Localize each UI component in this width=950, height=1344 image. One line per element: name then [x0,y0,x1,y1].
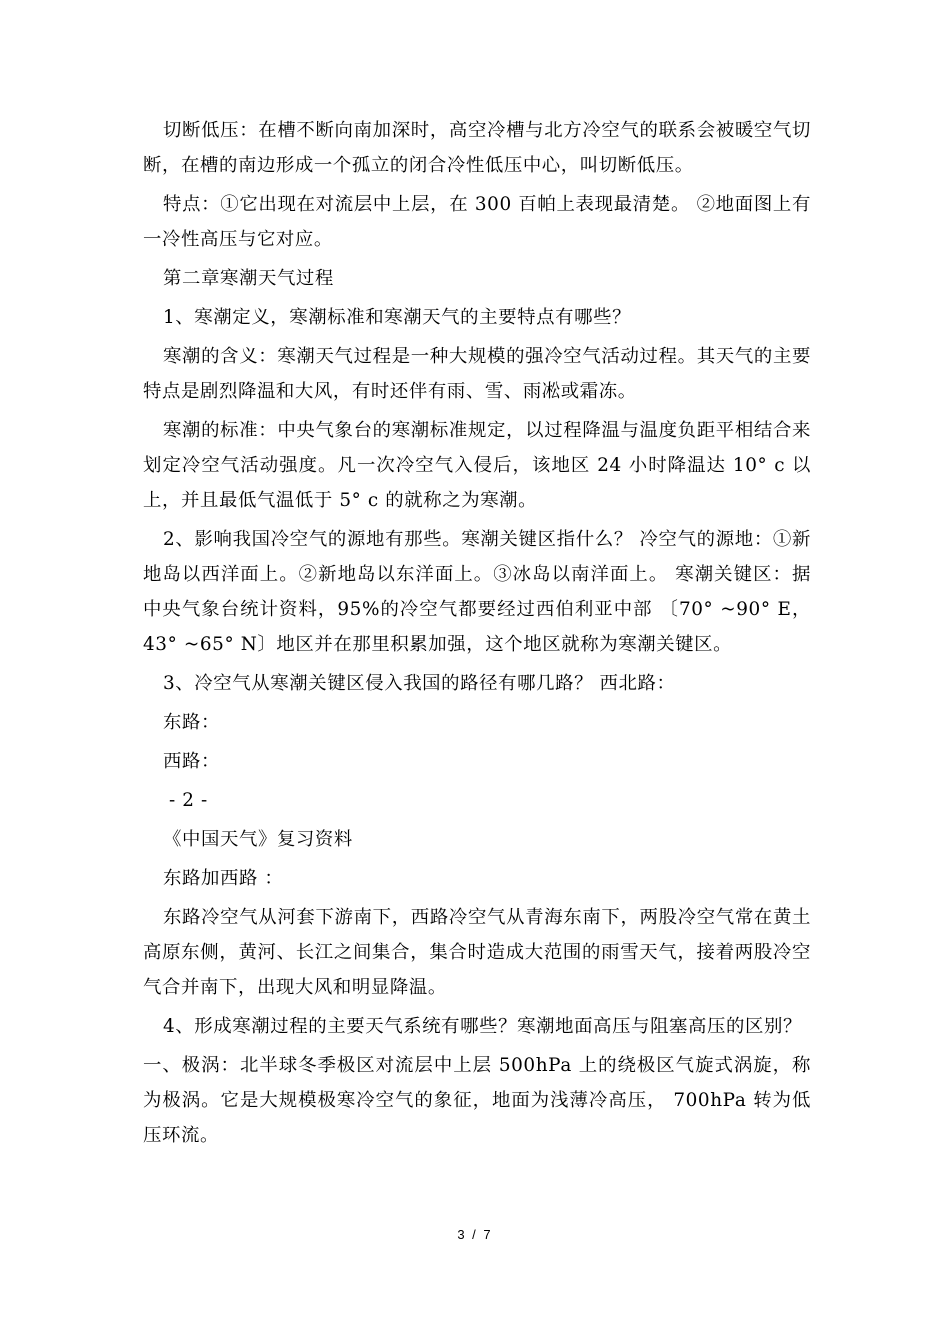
inline-page-marker: - 2 - [169,790,208,811]
paragraph-cutoff-low-definition: 切断低压：在槽不断向南加深时，高空冷槽与北方冷空气的联系会被暖空气切断，在槽的南边形成一个孤立的闭合冷性低压中心，叫切断低压。 [143,120,811,176]
paragraph-east-route: 东路： [163,712,220,733]
paragraph-east-west-route-description: 东路冷空气从河套下游南下，西路冷空气从青海东南下，两股冷空气常在黄土高原东侧，黄河、长江之间集合，集合时造成大范围的雨雪天气，接着两股冷空气合并南下，出现大风和明显降温。 [143,907,811,998]
chapter-heading: 第二章寒潮天气过程 [163,268,334,289]
question-3: 3、冷空气从寒潮关键区侵入我国的路径有哪几路？ 西北路： [163,673,676,694]
document-body [143,113,811,1157]
page-indicator: 3 / 7 [457,1227,493,1242]
question-4: 4、形成寒潮过程的主要天气系统有哪些？寒潮地面高压与阻塞高压的区别？ [163,1016,802,1037]
question-2: 2、影响我国冷空气的源地有那些。寒潮关键区指什么？ 冷空气的源地：①新地岛以西洋面上。②新地岛以东洋面上。③冰岛以南洋面上。 寒潮关键区：据中央气象台统计资料，95%的冷空气都要经过西伯利亚中部 〔70° ~90° E，43° ~65° N〕地区并在那里积累加强，这个地区就称为寒潮关键区。 [143,529,811,655]
question-1: 1、寒潮定义，寒潮标准和寒潮天气的主要特点有哪些？ [163,307,632,328]
paragraph-cutoff-low-features: 特点：①它出现在对流层中上层，在 300 百帕上表现最清楚。 ②地面图上有一冷性高压与它对应。 [143,194,811,250]
paragraph-cold-wave-standard: 寒潮的标准：中央气象台的寒潮标准规定，以过程降温与温度负距平相结合来划定冷空气活动强度。凡一次冷空气入侵后，该地区 24 小时降温达 10° c 以上，并且最低气温低于 5° c 的就称之为寒潮。 [143,420,811,511]
document-title: 《中国天气》复习资料 [163,829,353,850]
paragraph-east-west-route: 东路加西路 ： [163,868,284,889]
paragraph-polar-vortex: 一、极涡：北半球冬季极区对流层中上层 500hPa 上的绕极区气旋式涡旋，称为极涡。它是大规模极寒冷空气的象征，地面为浅薄冷高压， 700hPa 转为低压环流。 [143,1055,811,1146]
paragraph-cold-wave-meaning: 寒潮的含义：寒潮天气过程是一种大规模的强冷空气活动过程。其天气的主要特点是剧烈降温和大风，有时还伴有雨、雪、雨凇或霜冻。 [143,346,811,402]
paragraph-west-route: 西路： [163,751,220,772]
